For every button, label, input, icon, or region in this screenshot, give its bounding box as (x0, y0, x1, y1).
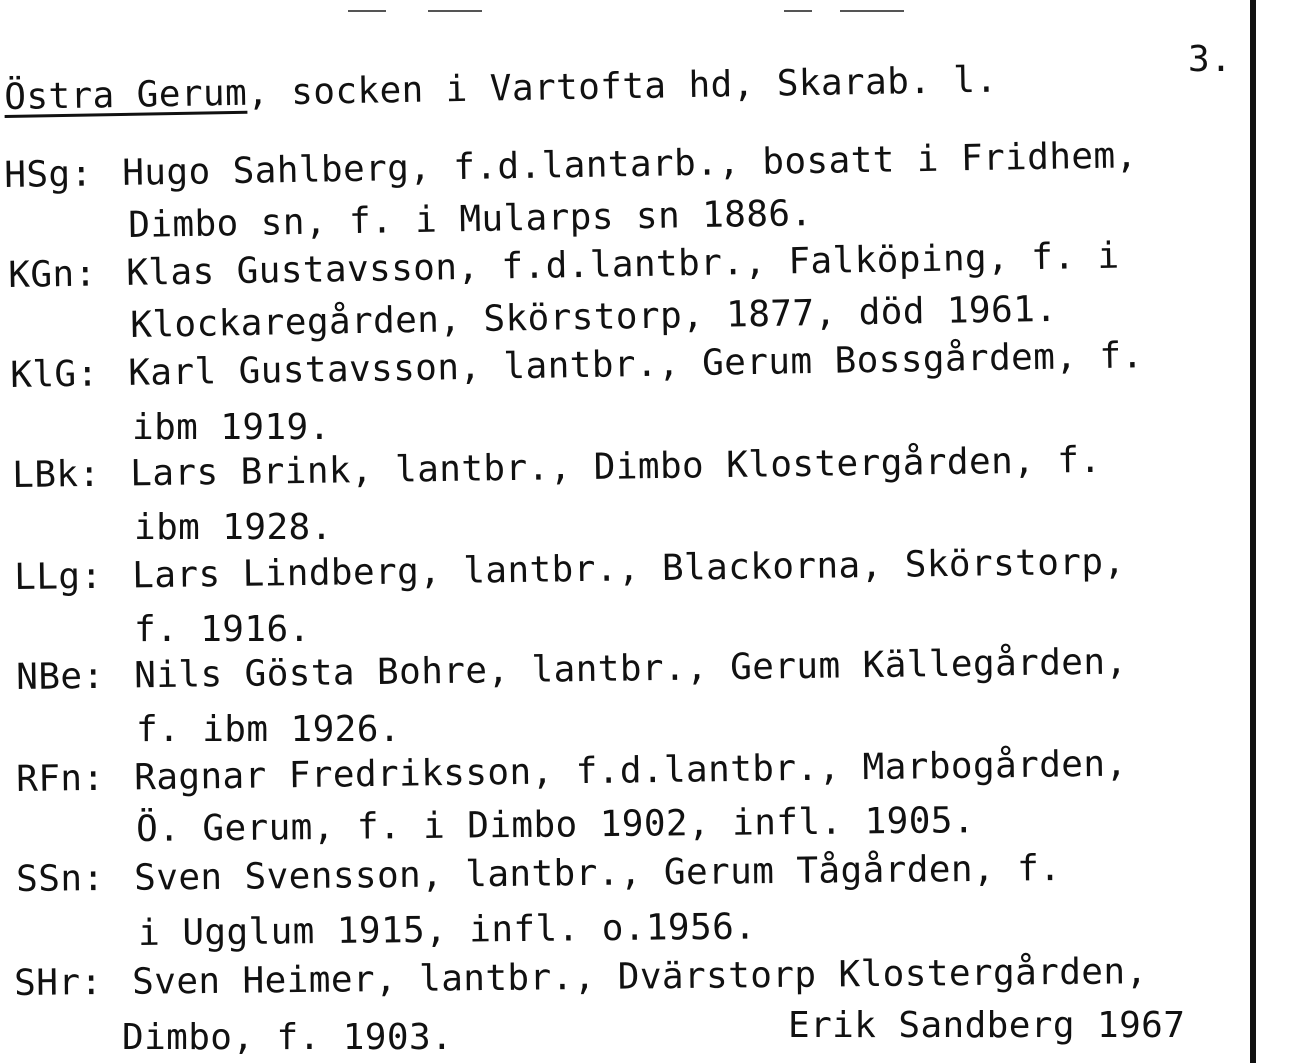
page-number: 3. (1188, 39, 1233, 80)
entry-text: Ragnar Fredriksson, f.d.lantbr., Marbogården, (133, 743, 1128, 799)
entry-code: KGn: (7, 253, 97, 296)
entry-line (15, 641, 1128, 698)
card-title (3, 59, 998, 118)
entry-text: Lars Lindberg, lantbr., Blackorna, Skörstorp, (131, 541, 1126, 597)
entry-line (11, 439, 1102, 496)
entry-text: Klas Gustavsson, f.d.lantbr., Falköping, f. i (125, 235, 1120, 294)
entry-code: HSg: (3, 153, 93, 196)
entry-line (15, 743, 1128, 800)
entry-continuation: Dimbo, f. 1903. (122, 1017, 454, 1058)
entry-text: Sven Heimer, lantbr., Dvärstorp Klostergården, (131, 951, 1148, 1003)
top-edge-mark (348, 10, 386, 12)
entry-code: NBe: (15, 655, 105, 698)
top-edge-mark (840, 10, 904, 12)
top-edge-mark (428, 10, 482, 12)
entry-text: Sven Svensson, lantbr., Gerum Tågården, f. (133, 848, 1062, 899)
entry-code: RFn: (15, 757, 105, 800)
entry-text: Lars Brink, lantbr., Dimbo Klostergården, f. (129, 439, 1102, 495)
entry-code: LBk: (11, 453, 101, 496)
signature: Erik Sandberg 1967 (788, 1005, 1186, 1046)
entry-continuation: Klockaregården, Skörstorp, 1877, död 1961. (129, 288, 1058, 346)
entry-text: Nils Gösta Bohre, lantbr., Gerum Källegården, (133, 641, 1128, 697)
title-place: Östra Gerum (3, 72, 248, 118)
entry-line (3, 135, 1138, 196)
entry-continuation: f. ibm 1926. (136, 709, 401, 750)
entry-line (13, 541, 1126, 598)
entry-code: SHr: (13, 962, 103, 1004)
entry-continuation: Ö. Gerum, f. i Dimbo 1902, infl. 1905. (135, 800, 976, 850)
entry-continuation: f. 1916. (134, 609, 311, 650)
top-edge-mark (784, 10, 812, 12)
entry-code: SSn: (15, 858, 105, 900)
entry-continuation: ibm 1919. (132, 407, 331, 448)
entry-text: Karl Gustavsson, lantbr., Gerum Bossgårdem, f. (127, 335, 1144, 394)
entry-line (13, 951, 1148, 1004)
entry-code: KlG: (9, 353, 99, 396)
entry-continuation: i Ugglum 1915, infl. o.1956. (137, 906, 757, 954)
entry-code: LLg: (13, 555, 103, 598)
title-rest: , socken i Vartofta hd, Skarab. l. (246, 59, 998, 114)
entry-continuation: Dimbo sn, f. i Mularps sn 1886. (127, 193, 813, 246)
entry-text: Hugo Sahlberg, f.d.lantarb., bosatt i Fridhem, (121, 135, 1138, 194)
card-right-border (1250, 0, 1256, 1063)
entry-line (9, 335, 1144, 396)
entry-line (7, 235, 1120, 296)
entry-line (15, 848, 1062, 900)
entry-continuation: ibm 1928. (134, 507, 333, 548)
